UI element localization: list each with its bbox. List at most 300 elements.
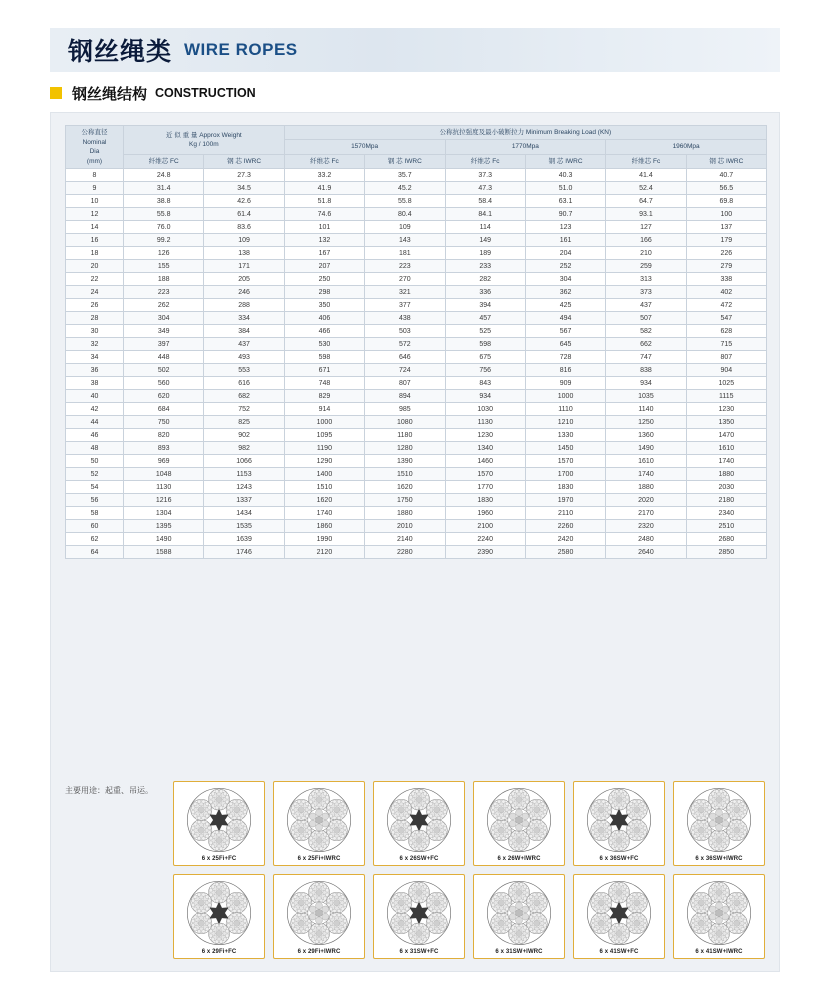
rope-cross-section-icon bbox=[386, 880, 452, 946]
cross-section-row-2 bbox=[173, 874, 773, 959]
table-cell: 1230 bbox=[445, 429, 525, 442]
table-cell: 530 bbox=[284, 338, 364, 351]
spec-table-body bbox=[66, 169, 767, 559]
table-cell: 101 bbox=[284, 221, 364, 234]
table-cell: 2260 bbox=[525, 520, 605, 533]
table-cell: 560 bbox=[124, 377, 204, 390]
table-cell: 1110 bbox=[525, 403, 605, 416]
table-cell: 31.4 bbox=[124, 182, 204, 195]
table-cell: 2390 bbox=[445, 546, 525, 559]
spec-table-head bbox=[66, 126, 767, 169]
table-cell: 47.3 bbox=[445, 182, 525, 195]
table-cell: 69.8 bbox=[686, 195, 766, 208]
table-cell: 503 bbox=[365, 325, 445, 338]
table-cell: 1450 bbox=[525, 442, 605, 455]
table-cell: 226 bbox=[686, 247, 766, 260]
table-cell: 2120 bbox=[284, 546, 364, 559]
table-cell: 1216 bbox=[124, 494, 204, 507]
table-cell: 250 bbox=[284, 273, 364, 286]
table-cell: 93.1 bbox=[606, 208, 686, 221]
table-cell: 807 bbox=[365, 377, 445, 390]
cell-nominal-dia: 26 bbox=[66, 299, 124, 312]
cell-nominal-dia: 54 bbox=[66, 481, 124, 494]
table-cell: 126 bbox=[124, 247, 204, 260]
table-cell: 179 bbox=[686, 234, 766, 247]
table-cell: 41.9 bbox=[284, 182, 364, 195]
table-cell: 507 bbox=[606, 312, 686, 325]
table-cell: 1639 bbox=[204, 533, 284, 546]
table-cell: 2280 bbox=[365, 546, 445, 559]
table-cell: 2030 bbox=[686, 481, 766, 494]
page-title-en: WIRE ROPES bbox=[184, 40, 298, 59]
table-cell: 181 bbox=[365, 247, 445, 260]
table-cell: 282 bbox=[445, 273, 525, 286]
section-title-cn: 钢丝绳结构 bbox=[72, 84, 148, 103]
table-cell: 816 bbox=[525, 364, 605, 377]
table-cell: 448 bbox=[124, 351, 204, 364]
cross-section-label: 6 x 26SW+FC bbox=[399, 856, 439, 862]
table-cell: 137 bbox=[686, 221, 766, 234]
table-cell: 2140 bbox=[365, 533, 445, 546]
table-cell: 397 bbox=[124, 338, 204, 351]
table-cell: 620 bbox=[124, 390, 204, 403]
table-cell: 598 bbox=[445, 338, 525, 351]
table-cell: 1230 bbox=[686, 403, 766, 416]
table-cell: 969 bbox=[124, 455, 204, 468]
table-cell: 373 bbox=[606, 286, 686, 299]
table-cell: 843 bbox=[445, 377, 525, 390]
cell-nominal-dia: 14 bbox=[66, 221, 124, 234]
table-cell: 1700 bbox=[525, 468, 605, 481]
table-cell: 1290 bbox=[284, 455, 364, 468]
table-cell: 914 bbox=[284, 403, 364, 416]
cell-nominal-dia: 44 bbox=[66, 416, 124, 429]
table-cell: 2240 bbox=[445, 533, 525, 546]
table-cell: 336 bbox=[445, 286, 525, 299]
table-cell: 1570 bbox=[445, 468, 525, 481]
table-cell: 41.4 bbox=[606, 169, 686, 182]
cell-nominal-dia: 10 bbox=[66, 195, 124, 208]
table-row bbox=[66, 195, 767, 208]
table-cell: 171 bbox=[204, 260, 284, 273]
table-cell: 1360 bbox=[606, 429, 686, 442]
table-cell: 161 bbox=[525, 234, 605, 247]
table-cell: 58.4 bbox=[445, 195, 525, 208]
table-cell: 572 bbox=[365, 338, 445, 351]
table-cell: 1080 bbox=[365, 416, 445, 429]
table-row bbox=[66, 221, 767, 234]
table-cell: 1390 bbox=[365, 455, 445, 468]
table-cell: 52.4 bbox=[606, 182, 686, 195]
page-header-band bbox=[50, 28, 780, 72]
table-cell: 1610 bbox=[606, 455, 686, 468]
cell-nominal-dia: 28 bbox=[66, 312, 124, 325]
table-row bbox=[66, 533, 767, 546]
cross-section-label: 6 x 25Fi+IWRC bbox=[297, 856, 341, 862]
cross-section-card bbox=[673, 874, 765, 959]
table-cell: 259 bbox=[606, 260, 686, 273]
table-cell: 34.5 bbox=[204, 182, 284, 195]
content-panel bbox=[50, 112, 780, 972]
section-title-en: CONSTRUCTION bbox=[155, 86, 256, 100]
table-row bbox=[66, 377, 767, 390]
rope-cross-section-icon bbox=[386, 787, 452, 853]
usage-note: 主要用途：起重、吊运。 bbox=[65, 786, 153, 795]
table-row bbox=[66, 247, 767, 260]
table-cell: 807 bbox=[686, 351, 766, 364]
cell-nominal-dia: 40 bbox=[66, 390, 124, 403]
table-cell: 894 bbox=[365, 390, 445, 403]
page-title-cn: 钢丝绳类 bbox=[68, 37, 173, 66]
table-cell: 1130 bbox=[445, 416, 525, 429]
th-1770-iwrc: 钢 芯 IWRC bbox=[525, 154, 605, 168]
table-cell: 205 bbox=[204, 273, 284, 286]
table-cell: 1470 bbox=[686, 429, 766, 442]
table-cell: 715 bbox=[686, 338, 766, 351]
cell-nominal-dia: 50 bbox=[66, 455, 124, 468]
table-cell: 1434 bbox=[204, 507, 284, 520]
cross-section-card bbox=[373, 874, 465, 959]
table-cell: 1000 bbox=[525, 390, 605, 403]
table-row bbox=[66, 468, 767, 481]
table-cell: 76.0 bbox=[124, 221, 204, 234]
th-weight-fc: 纤维芯 FC bbox=[124, 154, 204, 168]
table-cell: 748 bbox=[284, 377, 364, 390]
table-cell: 270 bbox=[365, 273, 445, 286]
table-cell: 55.8 bbox=[124, 208, 204, 221]
table-cell: 80.4 bbox=[365, 208, 445, 221]
table-cell: 1066 bbox=[204, 455, 284, 468]
table-cell: 114 bbox=[445, 221, 525, 234]
cell-nominal-dia: 46 bbox=[66, 429, 124, 442]
cross-section-label: 6 x 41SW+IWRC bbox=[695, 949, 743, 955]
cell-nominal-dia: 34 bbox=[66, 351, 124, 364]
table-cell: 425 bbox=[525, 299, 605, 312]
cell-nominal-dia: 20 bbox=[66, 260, 124, 273]
cross-section-label: 6 x 31SW+IWRC bbox=[495, 949, 543, 955]
table-cell: 55.8 bbox=[365, 195, 445, 208]
cross-section-label: 6 x 29Fi+FC bbox=[201, 949, 237, 955]
table-cell: 1770 bbox=[445, 481, 525, 494]
table-cell: 279 bbox=[686, 260, 766, 273]
table-cell: 40.3 bbox=[525, 169, 605, 182]
table-cell: 362 bbox=[525, 286, 605, 299]
cell-nominal-dia: 24 bbox=[66, 286, 124, 299]
table-cell: 1620 bbox=[365, 481, 445, 494]
table-cell: 1304 bbox=[124, 507, 204, 520]
table-cell: 38.8 bbox=[124, 195, 204, 208]
table-cell: 207 bbox=[284, 260, 364, 273]
table-cell: 1153 bbox=[204, 468, 284, 481]
table-cell: 100 bbox=[686, 208, 766, 221]
table-cell: 1610 bbox=[686, 442, 766, 455]
table-cell: 752 bbox=[204, 403, 284, 416]
table-cell: 2340 bbox=[686, 507, 766, 520]
table-cell: 437 bbox=[606, 299, 686, 312]
table-cell: 167 bbox=[284, 247, 364, 260]
table-cell: 2320 bbox=[606, 520, 686, 533]
table-cell: 1190 bbox=[284, 442, 364, 455]
cell-nominal-dia: 42 bbox=[66, 403, 124, 416]
table-cell: 750 bbox=[124, 416, 204, 429]
table-cell: 1460 bbox=[445, 455, 525, 468]
cell-nominal-dia: 36 bbox=[66, 364, 124, 377]
table-row bbox=[66, 494, 767, 507]
table-cell: 1970 bbox=[525, 494, 605, 507]
table-cell: 56.5 bbox=[686, 182, 766, 195]
table-cell: 1510 bbox=[365, 468, 445, 481]
cross-section-card bbox=[273, 781, 365, 866]
th-weight-iwrc: 钢 芯 IWRC bbox=[204, 154, 284, 168]
section-title bbox=[50, 82, 780, 104]
table-cell: 1740 bbox=[284, 507, 364, 520]
table-cell: 2640 bbox=[606, 546, 686, 559]
table-cell: 457 bbox=[445, 312, 525, 325]
table-cell: 1115 bbox=[686, 390, 766, 403]
table-row bbox=[66, 442, 767, 455]
table-cell: 338 bbox=[686, 273, 766, 286]
table-cell: 350 bbox=[284, 299, 364, 312]
rope-cross-section-icon bbox=[486, 880, 552, 946]
table-cell: 728 bbox=[525, 351, 605, 364]
table-cell: 1960 bbox=[445, 507, 525, 520]
table-cell: 1337 bbox=[204, 494, 284, 507]
cell-nominal-dia: 18 bbox=[66, 247, 124, 260]
table-cell: 99.2 bbox=[124, 234, 204, 247]
table-row bbox=[66, 390, 767, 403]
cell-nominal-dia: 58 bbox=[66, 507, 124, 520]
table-cell: 724 bbox=[365, 364, 445, 377]
table-row bbox=[66, 260, 767, 273]
table-cell: 1280 bbox=[365, 442, 445, 455]
cell-nominal-dia: 60 bbox=[66, 520, 124, 533]
table-cell: 138 bbox=[204, 247, 284, 260]
table-row bbox=[66, 520, 767, 533]
cross-section-card bbox=[373, 781, 465, 866]
table-cell: 246 bbox=[204, 286, 284, 299]
table-cell: 2020 bbox=[606, 494, 686, 507]
table-cell: 74.6 bbox=[284, 208, 364, 221]
table-cell: 377 bbox=[365, 299, 445, 312]
table-cell: 934 bbox=[606, 377, 686, 390]
cell-nominal-dia: 30 bbox=[66, 325, 124, 338]
table-cell: 646 bbox=[365, 351, 445, 364]
rope-cross-section-icon bbox=[286, 880, 352, 946]
table-cell: 1490 bbox=[606, 442, 686, 455]
table-cell: 2480 bbox=[606, 533, 686, 546]
table-cell: 472 bbox=[686, 299, 766, 312]
table-cell: 166 bbox=[606, 234, 686, 247]
table-cell: 1880 bbox=[686, 468, 766, 481]
table-cell: 64.7 bbox=[606, 195, 686, 208]
table-cell: 24.8 bbox=[124, 169, 204, 182]
table-cell: 1570 bbox=[525, 455, 605, 468]
table-cell: 1210 bbox=[525, 416, 605, 429]
table-cell: 598 bbox=[284, 351, 364, 364]
table-cell: 671 bbox=[284, 364, 364, 377]
table-cell: 304 bbox=[124, 312, 204, 325]
table-cell: 1025 bbox=[686, 377, 766, 390]
rope-cross-section-icon bbox=[686, 880, 752, 946]
table-cell: 84.1 bbox=[445, 208, 525, 221]
table-cell: 1620 bbox=[284, 494, 364, 507]
th-1960-iwrc: 钢 芯 IWRC bbox=[686, 154, 766, 168]
cell-nominal-dia: 8 bbox=[66, 169, 124, 182]
table-cell: 1330 bbox=[525, 429, 605, 442]
th-nominal-dia-l1: 公称直径 bbox=[81, 129, 108, 137]
table-cell: 2680 bbox=[686, 533, 766, 546]
cross-section-row-1 bbox=[173, 781, 773, 866]
table-cell: 304 bbox=[525, 273, 605, 286]
cross-section-label: 6 x 36SW+IWRC bbox=[695, 856, 743, 862]
table-cell: 1535 bbox=[204, 520, 284, 533]
table-cell: 1095 bbox=[284, 429, 364, 442]
table-row bbox=[66, 429, 767, 442]
table-row bbox=[66, 455, 767, 468]
table-row bbox=[66, 416, 767, 429]
table-row bbox=[66, 234, 767, 247]
rope-cross-section-icon bbox=[186, 880, 252, 946]
rope-cross-section-icon bbox=[186, 787, 252, 853]
table-cell: 143 bbox=[365, 234, 445, 247]
table-cell: 985 bbox=[365, 403, 445, 416]
table-cell: 1990 bbox=[284, 533, 364, 546]
th-approx-weight-l2: Kg / 100m bbox=[189, 140, 219, 148]
table-cell: 61.4 bbox=[204, 208, 284, 221]
cell-nominal-dia: 16 bbox=[66, 234, 124, 247]
cell-nominal-dia: 22 bbox=[66, 273, 124, 286]
table-cell: 684 bbox=[124, 403, 204, 416]
table-cell: 223 bbox=[124, 286, 204, 299]
table-cell: 2850 bbox=[686, 546, 766, 559]
table-cell: 334 bbox=[204, 312, 284, 325]
table-cell: 1750 bbox=[365, 494, 445, 507]
table-cell: 40.7 bbox=[686, 169, 766, 182]
table-cell: 233 bbox=[445, 260, 525, 273]
table-cell: 262 bbox=[124, 299, 204, 312]
table-cell: 825 bbox=[204, 416, 284, 429]
cell-nominal-dia: 62 bbox=[66, 533, 124, 546]
cell-nominal-dia: 64 bbox=[66, 546, 124, 559]
table-cell: 1400 bbox=[284, 468, 364, 481]
table-row bbox=[66, 546, 767, 559]
table-cell: 1746 bbox=[204, 546, 284, 559]
cell-nominal-dia: 9 bbox=[66, 182, 124, 195]
table-cell: 1243 bbox=[204, 481, 284, 494]
table-cell: 252 bbox=[525, 260, 605, 273]
table-cell: 829 bbox=[284, 390, 364, 403]
table-cell: 628 bbox=[686, 325, 766, 338]
table-cell: 149 bbox=[445, 234, 525, 247]
table-cell: 934 bbox=[445, 390, 525, 403]
table-cell: 1880 bbox=[365, 507, 445, 520]
table-cell: 567 bbox=[525, 325, 605, 338]
table-cell: 525 bbox=[445, 325, 525, 338]
table-cell: 1130 bbox=[124, 481, 204, 494]
table-cell: 2100 bbox=[445, 520, 525, 533]
table-cell: 553 bbox=[204, 364, 284, 377]
table-cell: 35.7 bbox=[365, 169, 445, 182]
th-1570-iwrc: 钢 芯 IWRC bbox=[365, 154, 445, 168]
cross-section-label: 6 x 31SW+FC bbox=[399, 949, 439, 955]
table-cell: 33.2 bbox=[284, 169, 364, 182]
cross-section-label: 6 x 41SW+FC bbox=[599, 949, 639, 955]
th-grade-1570: 1570Mpa bbox=[284, 140, 445, 154]
table-cell: 1830 bbox=[525, 481, 605, 494]
cell-nominal-dia: 52 bbox=[66, 468, 124, 481]
th-approx-weight bbox=[124, 126, 285, 155]
table-cell: 2420 bbox=[525, 533, 605, 546]
rope-cross-section-icon bbox=[486, 787, 552, 853]
table-cell: 645 bbox=[525, 338, 605, 351]
cross-section-label: 6 x 29Fi+IWRC bbox=[297, 949, 341, 955]
table-cell: 313 bbox=[606, 273, 686, 286]
table-cell: 402 bbox=[686, 286, 766, 299]
cell-nominal-dia: 56 bbox=[66, 494, 124, 507]
table-cell: 90.7 bbox=[525, 208, 605, 221]
spec-table bbox=[65, 125, 767, 559]
table-cell: 204 bbox=[525, 247, 605, 260]
cross-section-card bbox=[173, 781, 265, 866]
table-cell: 616 bbox=[204, 377, 284, 390]
cross-section-card bbox=[173, 874, 265, 959]
table-cell: 547 bbox=[686, 312, 766, 325]
table-cell: 2580 bbox=[525, 546, 605, 559]
table-cell: 210 bbox=[606, 247, 686, 260]
table-row bbox=[66, 325, 767, 338]
th-grade-1960: 1960Mpa bbox=[606, 140, 767, 154]
table-cell: 45.2 bbox=[365, 182, 445, 195]
cross-section-card bbox=[473, 874, 565, 959]
table-cell: 189 bbox=[445, 247, 525, 260]
table-cell: 493 bbox=[204, 351, 284, 364]
cross-section-card bbox=[673, 781, 765, 866]
table-cell: 37.3 bbox=[445, 169, 525, 182]
table-cell: 1000 bbox=[284, 416, 364, 429]
table-row bbox=[66, 507, 767, 520]
table-row bbox=[66, 351, 767, 364]
table-cell: 494 bbox=[525, 312, 605, 325]
th-nominal-dia-l4: (mm) bbox=[86, 157, 103, 165]
cross-section-cards bbox=[173, 781, 773, 967]
table-cell: 682 bbox=[204, 390, 284, 403]
table-cell: 63.1 bbox=[525, 195, 605, 208]
table-cell: 51.8 bbox=[284, 195, 364, 208]
table-cell: 1140 bbox=[606, 403, 686, 416]
table-cell: 582 bbox=[606, 325, 686, 338]
table-cell: 27.3 bbox=[204, 169, 284, 182]
cell-nominal-dia: 38 bbox=[66, 377, 124, 390]
spec-table-wrapper bbox=[65, 125, 767, 559]
table-cell: 127 bbox=[606, 221, 686, 234]
table-cell: 51.0 bbox=[525, 182, 605, 195]
table-cell: 893 bbox=[124, 442, 204, 455]
table-cell: 223 bbox=[365, 260, 445, 273]
table-cell: 1350 bbox=[686, 416, 766, 429]
cross-section-label: 6 x 26W+IWRC bbox=[497, 856, 541, 862]
table-cell: 1588 bbox=[124, 546, 204, 559]
table-cell: 2510 bbox=[686, 520, 766, 533]
table-cell: 466 bbox=[284, 325, 364, 338]
table-cell: 756 bbox=[445, 364, 525, 377]
table-row bbox=[66, 169, 767, 182]
table-cell: 406 bbox=[284, 312, 364, 325]
cell-nominal-dia: 48 bbox=[66, 442, 124, 455]
table-cell: 155 bbox=[124, 260, 204, 273]
table-cell: 838 bbox=[606, 364, 686, 377]
table-cell: 1740 bbox=[606, 468, 686, 481]
th-nominal-dia bbox=[66, 126, 124, 169]
